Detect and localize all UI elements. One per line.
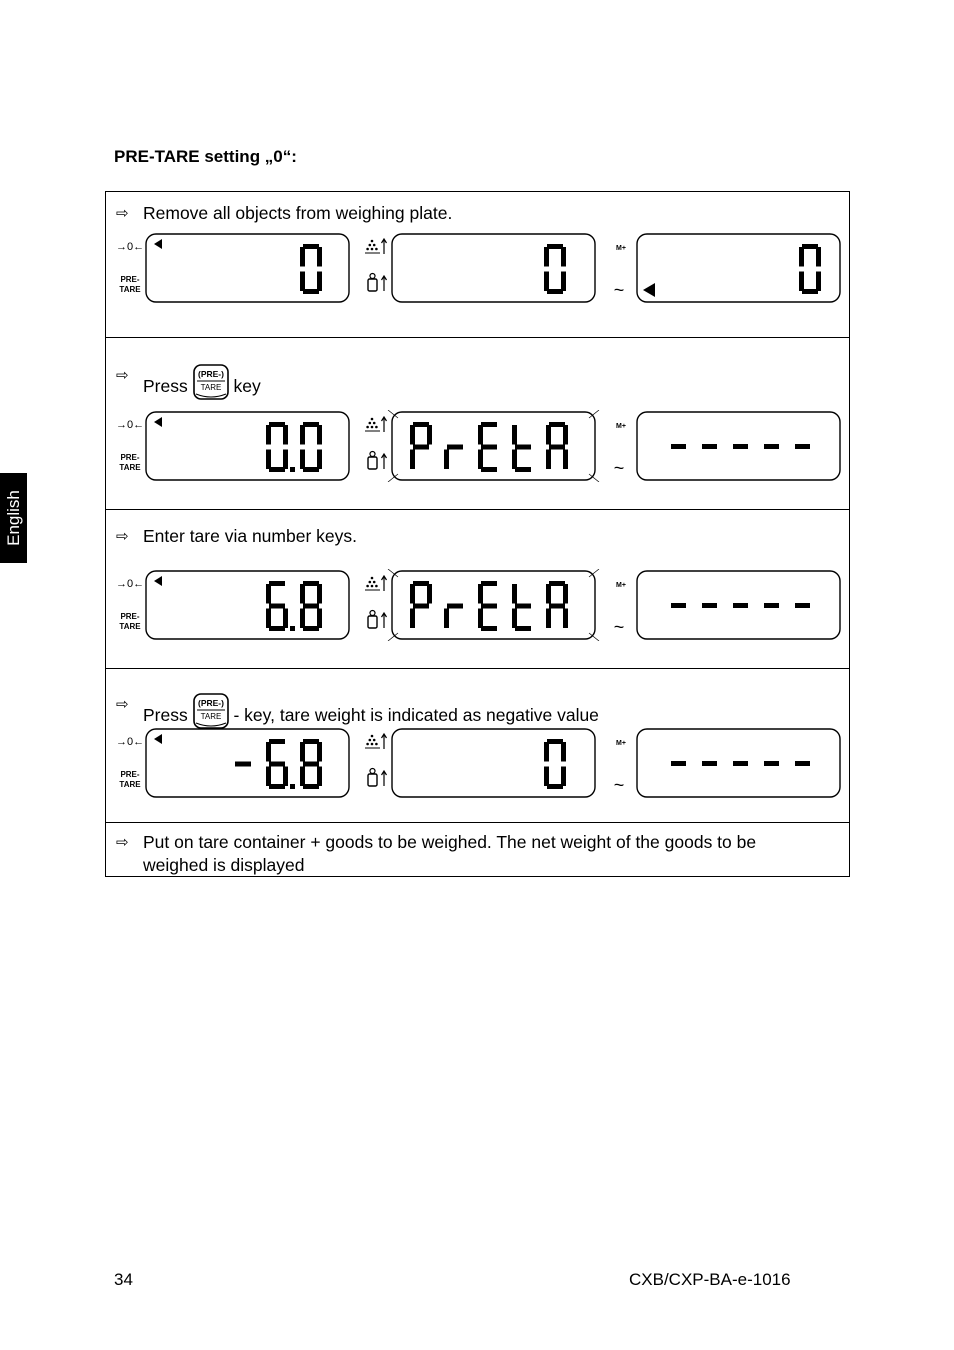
stable-indicator: ~ xyxy=(613,458,625,478)
lcd-segment xyxy=(413,604,429,609)
pretare-key-icon xyxy=(193,693,229,729)
arrow-icon: ⇨ xyxy=(116,367,129,384)
lcd-segment xyxy=(300,247,305,267)
lcd-segment xyxy=(481,467,497,472)
pretare-indicator-line2: TARE xyxy=(119,285,141,294)
lcd-segment xyxy=(235,762,251,767)
lcd-segment xyxy=(702,761,717,766)
pretare-indicator-line2: TARE xyxy=(119,780,141,789)
zero-indicator: →0← xyxy=(116,241,145,253)
pieces-icon xyxy=(365,417,387,432)
lcd-segment xyxy=(283,450,288,470)
pretare-key-icon xyxy=(193,364,229,400)
lcd-segment xyxy=(413,581,429,586)
svg-text:TARE: TARE xyxy=(200,712,221,721)
lcd-segment xyxy=(547,739,563,744)
lcd-segment xyxy=(549,422,565,427)
lcd-segment xyxy=(269,762,285,767)
lcd-segment xyxy=(561,272,566,292)
lcd-segment xyxy=(563,609,568,629)
lcd-segment xyxy=(802,244,818,249)
step-3-text: Enter tare via number keys. xyxy=(143,526,357,546)
lcd-segment xyxy=(671,603,686,608)
weight-icon xyxy=(368,274,387,292)
pieces-icon xyxy=(365,576,387,591)
lcd-segment xyxy=(303,739,319,744)
display-group xyxy=(116,729,840,797)
lcd-segment xyxy=(303,762,319,767)
lcd-segment xyxy=(512,584,517,604)
lcd-segment xyxy=(303,467,319,472)
arrow-icon: ⇨ xyxy=(116,834,129,851)
lcd-segment xyxy=(546,425,551,445)
lcd-segment xyxy=(266,609,271,629)
lcd-segment xyxy=(515,604,531,609)
weight-icon xyxy=(368,452,387,470)
pieces-icon xyxy=(365,734,387,749)
lcd-segment xyxy=(410,609,415,629)
lcd-segment xyxy=(283,767,288,787)
step-4-text-before: Press xyxy=(143,705,188,725)
lcd-segment xyxy=(317,742,322,762)
lcd-segment xyxy=(515,467,531,472)
lcd-segment xyxy=(512,609,517,629)
lcd-segment xyxy=(303,581,319,586)
lcd-segment xyxy=(317,450,322,470)
lcd-segment xyxy=(561,247,566,267)
lcd-segment xyxy=(269,626,285,631)
lcd-segment xyxy=(563,425,568,445)
lcd-segment xyxy=(300,767,305,787)
lcd-segment xyxy=(317,425,322,445)
lcd-segment xyxy=(795,444,810,449)
lcd-segment xyxy=(444,609,449,629)
lcd-segment xyxy=(410,584,415,604)
lcd-segment xyxy=(561,742,566,762)
lcd-segment xyxy=(481,422,497,427)
lcd-segment xyxy=(764,444,779,449)
lcd-segment xyxy=(300,272,305,292)
lcd-segment xyxy=(266,767,271,787)
arrow-icon: ⇨ xyxy=(116,696,129,713)
lcd-segment xyxy=(544,272,549,292)
section-title: PRE-TARE setting „0“: xyxy=(114,147,297,166)
lcd-segment xyxy=(269,739,285,744)
step-1-text: Remove all objects from weighing plate. xyxy=(143,203,453,223)
lcd-segment xyxy=(802,289,818,294)
step-4 xyxy=(106,669,849,823)
lcd-segment xyxy=(764,761,779,766)
decimal-point xyxy=(290,467,295,472)
decimal-point xyxy=(290,626,295,631)
lcd-segment xyxy=(544,742,549,762)
lcd-segment xyxy=(303,784,319,789)
mplus-indicator: M+ xyxy=(616,423,626,430)
lcd-segment xyxy=(561,767,566,787)
weight-icon xyxy=(368,611,387,629)
lcd-segment xyxy=(549,581,565,586)
weight-icon xyxy=(368,769,387,787)
step-5 xyxy=(106,823,849,876)
lcd-segment xyxy=(410,450,415,470)
lcd-segment xyxy=(317,584,322,604)
lcd-segment xyxy=(300,584,305,604)
display-row-3 xyxy=(106,569,851,641)
lcd-segment xyxy=(816,272,821,292)
step-4-text xyxy=(143,693,599,729)
lcd-segment xyxy=(549,604,565,609)
lcd-segment xyxy=(269,467,285,472)
lcd-segment xyxy=(733,603,748,608)
lcd-segment xyxy=(269,784,285,789)
step-1 xyxy=(106,192,849,338)
language-label: English xyxy=(3,490,23,546)
lcd-segment xyxy=(300,742,305,762)
lcd-segment xyxy=(544,767,549,787)
lcd-segment xyxy=(733,444,748,449)
lcd-segment xyxy=(764,603,779,608)
lcd-segment xyxy=(733,761,748,766)
zero-indicator: →0← xyxy=(116,419,145,431)
lcd-segment xyxy=(481,626,497,631)
lcd-segment xyxy=(478,609,483,629)
lcd-segment xyxy=(512,425,517,445)
lcd-segment xyxy=(515,626,531,631)
lcd-segment xyxy=(481,445,497,450)
lcd-segment xyxy=(478,584,483,604)
lcd-segment xyxy=(300,450,305,470)
display-row-4 xyxy=(106,727,851,799)
lcd-segment xyxy=(427,584,432,604)
mplus-indicator: M+ xyxy=(616,245,626,252)
stable-indicator: ~ xyxy=(613,280,625,300)
step-3 xyxy=(106,510,849,669)
mplus-indicator: M+ xyxy=(616,582,626,589)
display-group xyxy=(116,234,840,302)
lcd-segment xyxy=(563,450,568,470)
lcd-segment xyxy=(544,247,549,267)
language-tab xyxy=(0,473,27,563)
arrow-icon: ⇨ xyxy=(116,528,129,545)
display-group xyxy=(116,410,840,482)
lcd-segment xyxy=(266,742,271,762)
pretare-indicator-line1: PRE- xyxy=(120,770,140,779)
lcd-segment xyxy=(317,247,322,267)
display-row-2 xyxy=(106,410,851,482)
lcd-segment xyxy=(478,450,483,470)
pretare-indicator-line1: PRE- xyxy=(120,453,140,462)
lcd-segment xyxy=(413,445,429,450)
zero-indicator: →0← xyxy=(116,736,145,748)
step-2-text-after: key xyxy=(233,376,261,396)
step-5-line-1: Put on tare container + goods to be weighed. The net weight of the goods to be xyxy=(143,832,757,852)
lcd-segment xyxy=(795,603,810,608)
lcd-segment xyxy=(515,445,531,450)
step-2 xyxy=(106,338,849,510)
display-group xyxy=(116,569,840,641)
lcd-segment xyxy=(266,450,271,470)
lcd-segment xyxy=(799,272,804,292)
step-2-text xyxy=(143,364,261,400)
lcd-segment xyxy=(300,609,305,629)
lcd-segment xyxy=(546,450,551,470)
step-4-text-after: - key, tare weight is indicated as negative value xyxy=(233,705,599,725)
lcd-segment xyxy=(447,445,463,450)
lcd-segment xyxy=(671,761,686,766)
document-id: CXB/CXP-BA-e-1016 xyxy=(629,1270,791,1289)
svg-text:(PRE-): (PRE-) xyxy=(197,698,224,708)
lcd-segment xyxy=(799,247,804,267)
lcd-segment xyxy=(303,244,319,249)
stable-indicator: ~ xyxy=(613,617,625,637)
lcd-segment xyxy=(303,626,319,631)
lcd-segment xyxy=(413,422,429,427)
lcd-segment xyxy=(427,425,432,445)
lcd-segment xyxy=(547,244,563,249)
lcd-segment xyxy=(512,450,517,470)
lcd-segment xyxy=(283,609,288,629)
pieces-icon xyxy=(365,239,387,254)
lcd-segment xyxy=(702,603,717,608)
pretare-indicator-line1: PRE- xyxy=(120,612,140,621)
lcd-segment xyxy=(447,604,463,609)
decimal-point xyxy=(290,784,295,789)
lcd-segment xyxy=(303,422,319,427)
lcd-segment xyxy=(478,425,483,445)
lcd-segment xyxy=(481,604,497,609)
lcd-segment xyxy=(317,767,322,787)
count-display xyxy=(392,234,595,302)
zero-indicator: →0← xyxy=(116,578,145,590)
lcd-segment xyxy=(269,422,285,427)
lcd-segment xyxy=(671,444,686,449)
lcd-segment xyxy=(549,445,565,450)
lcd-segment xyxy=(317,609,322,629)
lcd-segment xyxy=(546,609,551,629)
lcd-segment xyxy=(481,581,497,586)
lcd-segment xyxy=(444,450,449,470)
lcd-segment xyxy=(546,584,551,604)
lcd-segment xyxy=(269,581,285,586)
lcd-segment xyxy=(410,425,415,445)
arrow-icon: ⇨ xyxy=(116,205,129,222)
lcd-segment xyxy=(269,604,285,609)
lcd-segment xyxy=(283,425,288,445)
display-row-1 xyxy=(106,232,851,304)
lcd-segment xyxy=(702,444,717,449)
lcd-segment xyxy=(317,272,322,292)
lcd-segment xyxy=(816,247,821,267)
mplus-indicator: M+ xyxy=(616,740,626,747)
step-2-text-before: Press xyxy=(143,376,188,396)
pretare-indicator-line1: PRE- xyxy=(120,275,140,284)
lcd-segment xyxy=(563,584,568,604)
count-display xyxy=(392,729,595,797)
steps-table xyxy=(105,191,850,877)
lcd-segment xyxy=(547,289,563,294)
svg-text:TARE: TARE xyxy=(200,383,221,392)
step-5-line-2: weighed is displayed xyxy=(143,855,305,875)
lcd-segment xyxy=(303,289,319,294)
lcd-segment xyxy=(300,425,305,445)
pretare-indicator-line2: TARE xyxy=(119,463,141,472)
svg-text:(PRE-): (PRE-) xyxy=(197,369,224,379)
pretare-indicator-line2: TARE xyxy=(119,622,141,631)
lcd-segment xyxy=(266,584,271,604)
lcd-segment xyxy=(303,604,319,609)
stable-indicator: ~ xyxy=(613,775,625,795)
page-number: 34 xyxy=(114,1270,133,1289)
lcd-segment xyxy=(795,761,810,766)
lcd-segment xyxy=(547,784,563,789)
lcd-segment xyxy=(266,425,271,445)
